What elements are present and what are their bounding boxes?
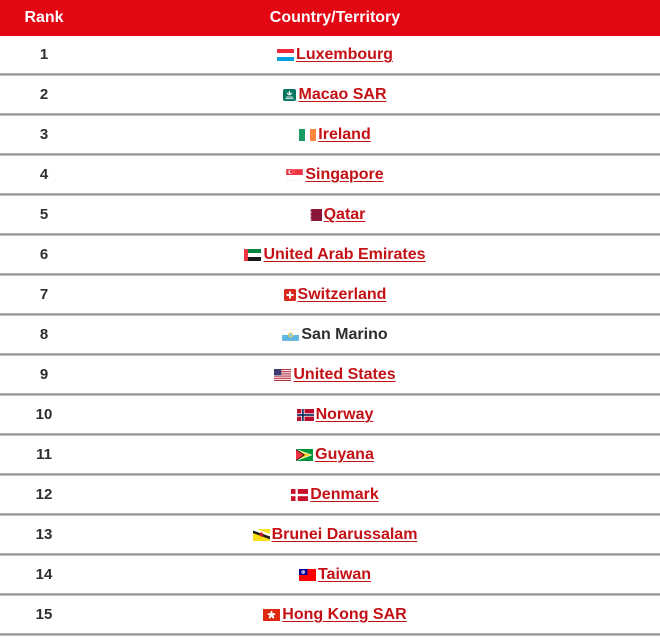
country-label: Switzerland [297, 285, 387, 303]
country-cell [88, 406, 582, 424]
rank-value: 14 [35, 566, 53, 583]
country-link[interactable] [286, 166, 383, 184]
table-row [0, 556, 660, 593]
table-header-row [0, 0, 660, 36]
guyana-flag-icon [296, 449, 313, 461]
country-link[interactable] [253, 526, 418, 544]
rank-value: 10 [35, 406, 53, 423]
country-link[interactable] [263, 606, 406, 624]
country-cell [88, 366, 582, 384]
country-label: Ireland [318, 125, 371, 143]
rank-value: 9 [39, 366, 49, 383]
taiwan-flag-icon [299, 569, 316, 581]
table-row [0, 236, 660, 273]
rank-value: 2 [39, 86, 49, 103]
country-label: Qatar [323, 205, 366, 223]
country-cell [88, 286, 582, 304]
country-label: Macao SAR [298, 85, 387, 103]
luxembourg-flag-icon [277, 49, 294, 61]
rank-value: 13 [35, 526, 53, 543]
country-cell [88, 126, 582, 144]
table-row [0, 316, 660, 353]
singapore-flag-icon [286, 169, 303, 181]
rank-value: 12 [35, 486, 53, 503]
uae-flag-icon [244, 249, 261, 261]
qatar-flag-icon [305, 209, 322, 221]
rank-cell [0, 526, 88, 543]
table-row [0, 116, 660, 153]
country-cell [88, 526, 582, 544]
hong-kong-flag-icon [263, 609, 280, 621]
country-link[interactable] [274, 366, 395, 384]
country-label: Hong Kong SAR [282, 605, 407, 623]
country-link[interactable] [291, 486, 378, 504]
country-label: United Arab Emirates [263, 245, 426, 263]
rank-cell [0, 126, 88, 143]
country-cell [88, 246, 582, 264]
table-row [0, 36, 660, 73]
country-label: Singapore [305, 165, 384, 183]
table-row [0, 436, 660, 473]
rank-cell [0, 406, 88, 423]
macao-flag-icon [283, 89, 296, 101]
table-row [0, 596, 660, 633]
country-link[interactable] [305, 206, 366, 224]
country-cell [88, 606, 582, 624]
san-marino-flag-icon [282, 329, 299, 341]
rank-value: 4 [39, 166, 49, 183]
rank-value: 7 [39, 286, 49, 303]
country-label: Norway [315, 405, 374, 423]
rank-value: 6 [39, 246, 49, 263]
country-link[interactable] [284, 286, 387, 304]
rank-value: 3 [39, 126, 49, 143]
country-link[interactable] [299, 126, 370, 144]
rank-cell [0, 286, 88, 303]
country-cell [88, 46, 582, 64]
rank-cell [0, 246, 88, 263]
rank-value: 15 [35, 606, 53, 623]
country-label: Luxembourg [296, 45, 393, 63]
country-cell [88, 206, 582, 224]
country-label: Taiwan [317, 565, 372, 583]
table-row [0, 276, 660, 313]
country-label: San Marino [301, 325, 388, 343]
rank-cell [0, 606, 88, 623]
rank-value: 1 [39, 46, 49, 63]
country-link[interactable] [297, 406, 374, 424]
table-row [0, 516, 660, 553]
norway-flag-icon [297, 409, 314, 421]
rank-value: 11 [36, 446, 52, 463]
country-column-header: Country/Territory [269, 9, 401, 26]
table-row [0, 356, 660, 393]
rank-cell [0, 46, 88, 63]
rank-value: 5 [39, 206, 49, 223]
table-row [0, 76, 660, 113]
country-label: Guyana [315, 445, 374, 463]
rank-cell [0, 446, 88, 463]
ireland-flag-icon [299, 129, 316, 141]
rank-cell [0, 206, 88, 223]
rank-cell [0, 166, 88, 183]
country-cell [88, 86, 582, 104]
rank-cell [0, 366, 88, 383]
country-cell [88, 166, 582, 184]
rank-value: 8 [39, 326, 49, 343]
country-link[interactable] [283, 86, 386, 104]
rank-cell [0, 326, 88, 343]
country-link[interactable] [244, 246, 425, 264]
rank-cell [0, 566, 88, 583]
country-link[interactable] [277, 46, 393, 64]
country-link [282, 326, 387, 344]
country-link[interactable] [296, 446, 374, 464]
country-label: Denmark [310, 485, 379, 503]
denmark-flag-icon [291, 489, 308, 501]
country-cell [88, 326, 582, 344]
united-states-flag-icon [274, 369, 291, 381]
rank-column-header: Rank [24, 9, 64, 26]
country-label: Brunei Darussalam [271, 525, 418, 543]
table-row [0, 476, 660, 513]
rank-cell [0, 486, 88, 503]
brunei-flag-icon [253, 529, 270, 541]
table-row [0, 396, 660, 433]
country-label: United States [293, 365, 396, 383]
table-body [0, 36, 660, 636]
country-link[interactable] [299, 566, 371, 584]
country-cell [88, 566, 582, 584]
table-row [0, 156, 660, 193]
table-row [0, 196, 660, 233]
country-cell [88, 446, 582, 464]
country-cell [88, 486, 582, 504]
row-separator [0, 633, 660, 636]
rank-cell [0, 86, 88, 103]
switzerland-flag-icon [284, 289, 296, 301]
